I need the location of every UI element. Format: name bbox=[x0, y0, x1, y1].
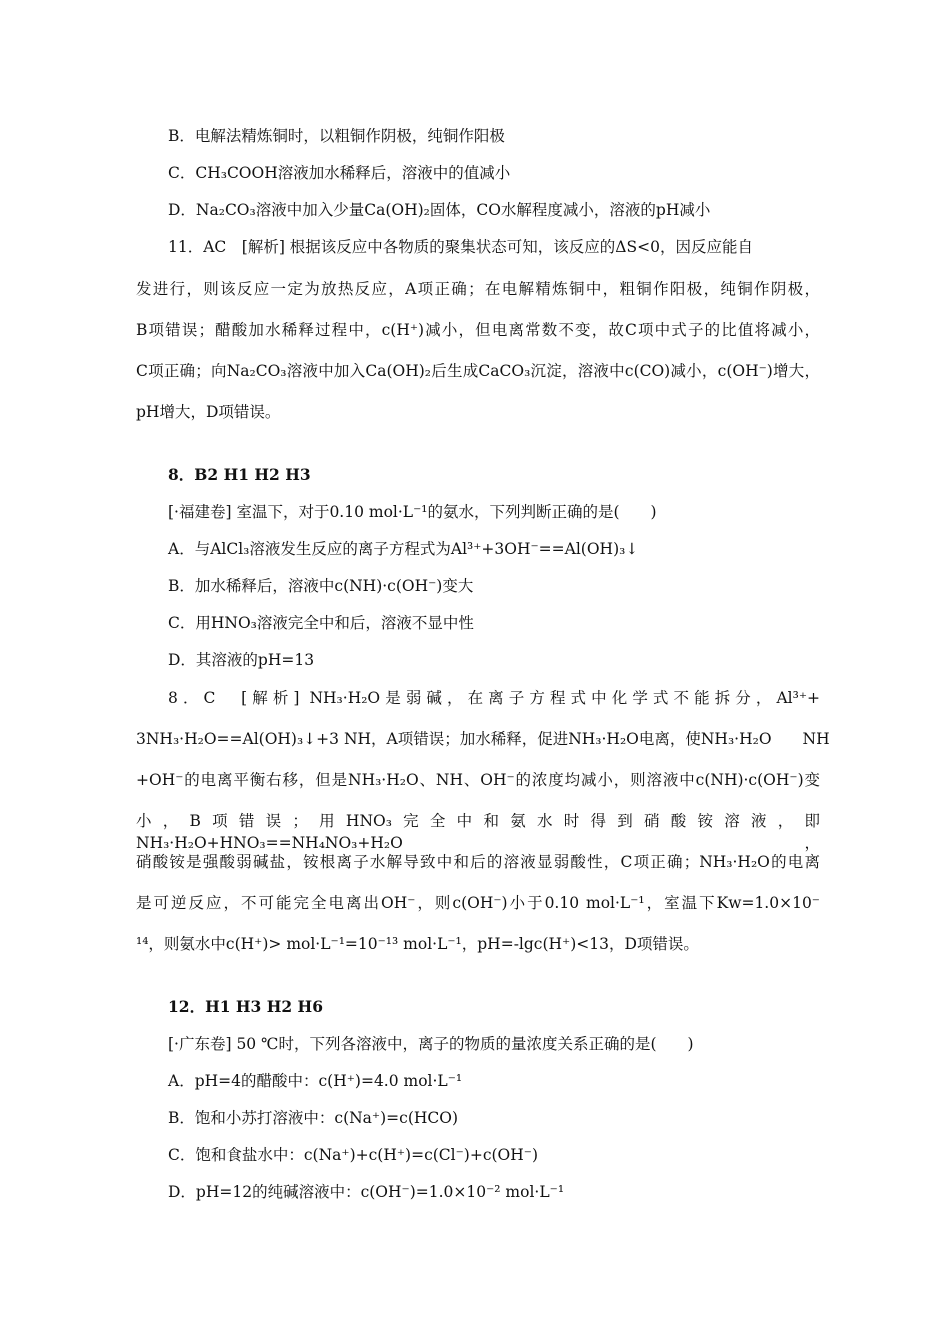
q8-answer-line-2: 3NH₃·H₂O==Al(OH)₃↓+3 NH，A项错误；加水稀释，促进NH₃·H₂O电离，使NH₃·H₂O NH bbox=[136, 730, 830, 748]
q12-option-c: C．饱和食盐水中：c(Na⁺)+c(H⁺)=c(Cl⁻)+c(OH⁻) bbox=[168, 1146, 539, 1164]
q12-tag: 12．H1 H3 H2 H6 bbox=[168, 997, 323, 1016]
q11-option-b: B．电解法精炼铜时，以粗铜作阴极，纯铜作阳极 bbox=[168, 127, 505, 145]
q8-answer-line-1: 8．C [解析] NH₃·H₂O是弱碱，在离子方程式中化学式不能拆分，Al³⁺+ bbox=[168, 689, 820, 707]
q8-option-b: B．加水稀释后，溶液中c(NH)·c(OH⁻)变大 bbox=[168, 577, 474, 595]
q12-stem: [·广东卷] 50 ℃时，下列各溶液中，离子的物质的量浓度关系正确的是( ) bbox=[168, 1035, 694, 1053]
q12-option-a: A．pH=4的醋酸中：c(H⁺)=4.0 mol·L⁻¹ bbox=[168, 1072, 463, 1090]
q8-option-c: C．用HNO₃溶液完全中和后，溶液不显中性 bbox=[168, 614, 474, 632]
q11-answer-line-4: C项正确；向Na₂CO₃溶液中加入Ca(OH)₂后生成CaCO₃沉淀，溶液中c(CO)减小，c(OH⁻)增大， bbox=[136, 362, 820, 380]
q11-answer-line-3: B项错误；醋酸加水稀释过程中，c(H⁺)减小，但电离常数不变，故C项中式子的比值将减小， bbox=[136, 321, 820, 339]
q8-answer-line-6: 是可逆反应，不可能完全电离出OH⁻，则c(OH⁻)小于0.10 mol·L⁻¹，室温下Kw=1.0×10⁻ bbox=[136, 894, 820, 912]
q11-answer-line-1: 11．AC [解析] 根据该反应中各物质的聚集状态可知，该反应的ΔS<0，因反应能自 bbox=[168, 238, 753, 256]
q8-stem: [·福建卷] 室温下，对于0.10 mol·L⁻¹的氨水，下列判断正确的是( ) bbox=[168, 503, 657, 521]
q11-option-c: C．CH₃COOH溶液加水稀释后，溶液中的值减小 bbox=[168, 164, 511, 182]
q8-answer-line-4: 小，B项错误；用HNO₃完全中和氨水时得到硝酸铵溶液，即NH₃·H₂O+HNO₃==NH₄NO₃+H₂O， bbox=[136, 812, 820, 852]
q8-option-a: A．与AlCl₃溶液发生反应的离子方程式为Al³⁺+3OH⁻==Al(OH)₃↓ bbox=[168, 540, 639, 558]
q11-answer-line-2: 发进行，则该反应一定为放热反应，A项正确；在电解精炼铜中，粗铜作阳极，纯铜作阴极， bbox=[136, 280, 820, 298]
q8-answer-line-7: ¹⁴，则氨水中c(H⁺)> mol·L⁻¹=10⁻¹³ mol·L⁻¹，pH=-lgc(H⁺)<13，D项错误。 bbox=[136, 935, 699, 953]
q12-option-d: D．pH=12的纯碱溶液中：c(OH⁻)=1.0×10⁻² mol·L⁻¹ bbox=[168, 1183, 565, 1201]
q8-tag: 8．B2 H1 H2 H3 bbox=[168, 465, 311, 484]
q11-answer-line-5: pH增大，D项错误。 bbox=[136, 403, 281, 421]
q8-option-d: D．其溶液的pH=13 bbox=[168, 651, 315, 669]
q8-answer-line-3: +OH⁻的电离平衡右移，但是NH₃·H₂O、NH、OH⁻的浓度均减小，则溶液中c(NH)·c(OH⁻)变 bbox=[136, 771, 820, 789]
q11-option-d: D．Na₂CO₃溶液中加入少量Ca(OH)₂固体，CO水解程度减小，溶液的pH减小 bbox=[168, 201, 711, 219]
q8-answer-line-5: 硝酸铵是强酸弱碱盐，铵根离子水解导致中和后的溶液显弱酸性，C项正确；NH₃·H₂O的电离 bbox=[136, 853, 820, 871]
q12-option-b: B．饱和小苏打溶液中：c(Na⁺)=c(HCO) bbox=[168, 1109, 458, 1127]
